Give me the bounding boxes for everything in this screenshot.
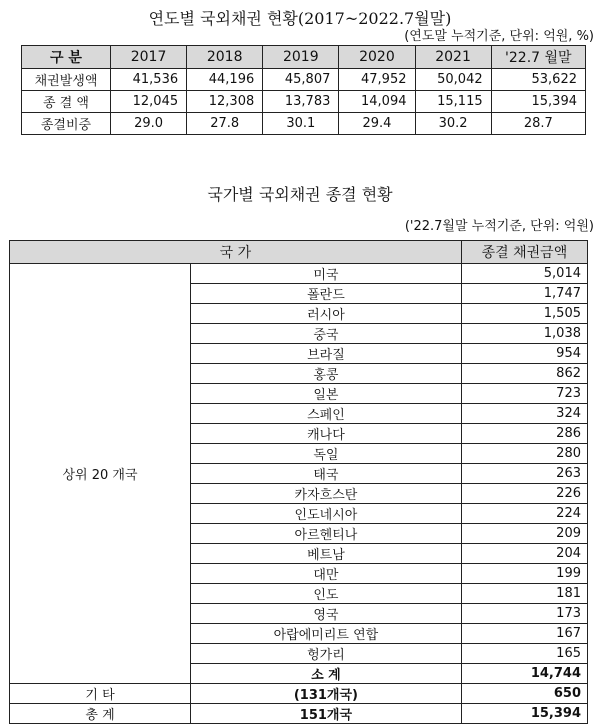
country-cell: 태국 xyxy=(191,464,462,484)
value-cell: 45,807 xyxy=(263,69,339,91)
header-cell: 2017 xyxy=(111,46,187,69)
value-cell: 47,952 xyxy=(339,69,415,91)
table-row xyxy=(22,91,586,113)
other-label: 기 타 xyxy=(10,684,191,704)
header-cell: 2020 xyxy=(339,46,415,69)
amount-cell: 224 xyxy=(461,504,587,524)
country-cell: 스페인 xyxy=(191,404,462,424)
header-cell: 2018 xyxy=(187,46,263,69)
header-cell: 2019 xyxy=(263,46,339,69)
country-cell: 헝가리 xyxy=(191,644,462,664)
country-cell: 아랍에미리트 연합 xyxy=(191,624,462,644)
total-count: 151개국 xyxy=(191,704,462,724)
row-label: 채권발생액 xyxy=(22,69,111,91)
amount-cell: 199 xyxy=(461,564,587,584)
table2-title: 국가별 국외채권 종결 현황 xyxy=(207,185,393,204)
total-amount: 15,394 xyxy=(461,704,587,724)
amount-cell: 1,747 xyxy=(461,284,587,304)
country-cell: 카자흐스탄 xyxy=(191,484,462,504)
amount-cell: 862 xyxy=(461,364,587,384)
value-cell: 30.2 xyxy=(415,113,491,135)
amount-cell: 181 xyxy=(461,584,587,604)
country-cell: 독일 xyxy=(191,444,462,464)
table-row xyxy=(10,264,588,284)
amount-cell: 1,505 xyxy=(461,304,587,324)
row-label: 종결비중 xyxy=(22,113,111,135)
amount-cell: 5,014 xyxy=(461,264,587,284)
yearly-status-table xyxy=(21,45,586,135)
amount-cell: 954 xyxy=(461,344,587,364)
country-cell: 브라질 xyxy=(191,344,462,364)
table1-note: (연도말 누적기준, 단위: 억원, %) xyxy=(404,29,594,44)
total-label: 총 계 xyxy=(10,704,191,724)
country-cell: 홍콩 xyxy=(191,364,462,384)
value-cell: 13,783 xyxy=(263,91,339,113)
value-cell: 15,115 xyxy=(415,91,491,113)
country-cell: 대만 xyxy=(191,564,462,584)
amount-cell: 167 xyxy=(461,624,587,644)
amount-cell: 1,038 xyxy=(461,324,587,344)
amount-cell: 204 xyxy=(461,544,587,564)
country-cell: 중국 xyxy=(191,324,462,344)
table2-note: ('22.7월말 누적기준, 단위: 억원) xyxy=(404,219,594,234)
header-cell: 2021 xyxy=(415,46,491,69)
amount-cell: 286 xyxy=(461,424,587,444)
value-cell: 14,094 xyxy=(339,91,415,113)
country-cell: 미국 xyxy=(191,264,462,284)
amount-cell: 263 xyxy=(461,464,587,484)
value-cell: 30.1 xyxy=(263,113,339,135)
value-cell: 12,045 xyxy=(111,91,187,113)
table1-title: 연도별 국외채권 현황(2017~2022.7월말) xyxy=(148,9,452,28)
country-cell: 폴란드 xyxy=(191,284,462,304)
table-row xyxy=(22,69,586,91)
amount-cell: 209 xyxy=(461,524,587,544)
table-header-row xyxy=(10,241,588,264)
country-cell: 인도네시아 xyxy=(191,504,462,524)
subtotal-amount: 14,744 xyxy=(461,664,587,684)
row-label: 종 결 액 xyxy=(22,91,111,113)
country-cell: 영국 xyxy=(191,604,462,624)
amount-cell: 226 xyxy=(461,484,587,504)
amount-cell: 324 xyxy=(461,404,587,424)
group-label: 상위 20 개국 xyxy=(10,264,191,684)
country-cell: 러시아 xyxy=(191,304,462,324)
value-cell: 53,622 xyxy=(491,69,585,91)
value-cell: 15,394 xyxy=(491,91,585,113)
header-cell: '22.7 월말 xyxy=(491,46,585,69)
other-count: (131개국) xyxy=(191,684,462,704)
amount-cell: 173 xyxy=(461,604,587,624)
value-cell: 41,536 xyxy=(111,69,187,91)
table-row xyxy=(22,113,586,135)
value-cell: 44,196 xyxy=(187,69,263,91)
other-amount: 650 xyxy=(461,684,587,704)
country-cell: 인도 xyxy=(191,584,462,604)
value-cell: 28.7 xyxy=(491,113,585,135)
table-header-row xyxy=(22,46,586,69)
value-cell: 27.8 xyxy=(187,113,263,135)
header-cell: 구 분 xyxy=(22,46,111,69)
country-cell: 아르헨티나 xyxy=(191,524,462,544)
subtotal-label: 소 계 xyxy=(191,664,462,684)
other-row xyxy=(10,684,588,704)
value-cell: 29.0 xyxy=(111,113,187,135)
value-cell: 29.4 xyxy=(339,113,415,135)
value-cell: 50,042 xyxy=(415,69,491,91)
value-cell: 12,308 xyxy=(187,91,263,113)
country-status-table xyxy=(9,240,588,724)
country-cell: 일본 xyxy=(191,384,462,404)
header-cell: 국 가 xyxy=(10,241,462,264)
amount-cell: 280 xyxy=(461,444,587,464)
country-cell: 베트남 xyxy=(191,544,462,564)
amount-cell: 165 xyxy=(461,644,587,664)
amount-cell: 723 xyxy=(461,384,587,404)
country-cell: 캐나다 xyxy=(191,424,462,444)
header-cell: 종결 채권금액 xyxy=(461,241,587,264)
